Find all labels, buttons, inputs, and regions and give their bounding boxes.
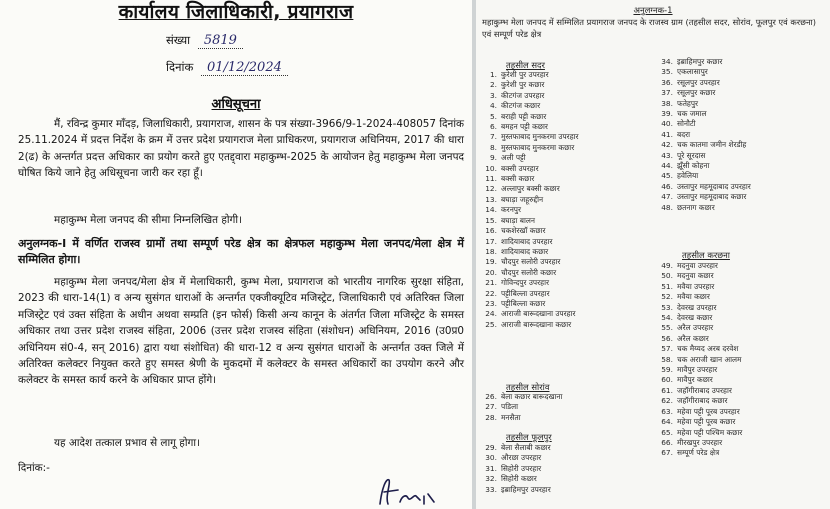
village-item <box>654 292 742 302</box>
village-item <box>654 203 751 213</box>
village-number: 8. <box>489 142 497 152</box>
village-name: महेवा पट्टी पश्चिम कछार <box>677 427 743 437</box>
village-name: सिहोरी कछार <box>501 474 537 484</box>
village-name: चकशेरखॉ कछार <box>501 226 546 236</box>
village-name: जहॉगीराबाद उपरहार <box>677 385 732 395</box>
tehsil-karchhana-heading: तहसील करछना <box>682 250 730 260</box>
paragraph-1: मैं, रविन्द्र कुमार माँदड़, जिलाधिकारी, प्रयागराज, शासन के पत्र संख्या-3966/9-1-2024-408057 दिनांक 25.11.2024 में प्रदत्त निर्देश के क्रम में उत्तर प्रदेश प्रयागराज मेला प्राधिकरण, प्रयागराज अधिनियम, 2017 की धारा 2(ढ) के अन्तर्गत प्रदत्त अधिकार का प्रयोग करते हुए एतद्द्वारा महाकुम्भ-2025 के आयोजन हेतु महाकुम्भ मेला जनपद घोषित किये जाने हेतु अधिसूचना जारी कर रहा हूँ। <box>18 118 464 180</box>
annexure-page <box>476 0 830 509</box>
village-item <box>478 278 579 288</box>
village-item <box>478 164 579 174</box>
village-item <box>654 57 751 67</box>
village-number: 49. <box>661 261 673 270</box>
date-label: दिनांक <box>166 60 194 74</box>
village-name: बदरा <box>677 129 691 139</box>
village-name: गोविन्दपुर उपरहार <box>501 278 550 288</box>
village-name: औरछा उपरहार <box>501 453 542 463</box>
village-item <box>654 171 751 181</box>
tehsil-soraon-heading: तहसील सोरांव <box>506 382 550 392</box>
village-item <box>478 402 562 412</box>
village-number: 34. <box>661 57 673 66</box>
village-name: पट्टीबिल्ला उपरहार <box>501 288 550 298</box>
village-name: उस्तापुर महमूदाबाद कछार <box>677 192 747 202</box>
village-item <box>654 375 742 385</box>
paragraph-4: महाकुम्भ मेला जनपद/मेला क्षेत्र में मेलाधिकारी, कुम्भ मेला, प्रयागराज को भारतीय नागरिक सुरक्षा संहिता, 2023 की धारा-14(1) व अन्य सुसंगत धाराओं के अन्तर्गत एक्जीक्यूटिव मजिस्ट्रेट, जिलाधिकारी एवं अतिरिक्त जिला मजिस्ट्रेट एवं उक्त संहिता के अधीन अथवा सम्प्रति (इन फोर्स) किसी अन्य कानून के अंतर्गत जिला मजिस्ट्रेट के समस्त अधिकार तथा उत्तर प्रदेश राजस्व संहिता, 2006 (उत्तर प्रदेश राजस्व संहिता (संशोधन) अधिनियम, 2016 (उ0प्र0 अधिनियम सं0-4, सन् 2016) द्वारा यथा संशोधित) की धारा-12 व अन्य सुसंगत धाराओं के अन्तर्गत उक्त जिले में अतिरिक्त कलेक्टर नियुक्त करते हुए समस्त श्रेणी के मुकदमों में कलेक्टर के समस्त अधिकारों का उपयोग करने और कलेक्टर के समस्त कार्य करने के अधिकार प्राप्त होंगे। <box>18 276 464 387</box>
village-item <box>478 226 579 236</box>
village-name: महेवा पट्टी पूरब उपरहार <box>677 406 740 416</box>
village-number: 67. <box>661 448 673 458</box>
village-item <box>478 392 562 402</box>
village-number: 10. <box>485 163 497 173</box>
village-number: 3. <box>489 90 497 100</box>
village-number: 21. <box>485 278 497 288</box>
village-number: 35. <box>661 67 673 77</box>
village-name: बेला कछार बारूदखाना <box>501 392 563 401</box>
village-item <box>654 109 751 119</box>
village-name: मावैपुर कछार <box>677 375 713 385</box>
village-number: 9. <box>489 153 497 163</box>
village-item <box>654 88 751 98</box>
village-name: छतनाग कछार <box>677 202 715 212</box>
number-line <box>166 33 243 49</box>
village-item <box>654 344 742 354</box>
village-number: 16. <box>485 226 497 236</box>
village-item <box>654 282 742 292</box>
village-item <box>478 80 579 90</box>
village-item <box>654 448 742 458</box>
village-item <box>654 271 742 281</box>
village-item <box>478 309 579 319</box>
village-item <box>654 386 742 396</box>
village-number: 59. <box>661 365 673 375</box>
village-number: 30. <box>485 453 497 463</box>
village-item <box>478 132 579 142</box>
village-number: 33. <box>485 484 497 494</box>
village-number: 48. <box>661 202 673 212</box>
village-item <box>654 261 742 271</box>
date-line <box>166 60 288 76</box>
village-item <box>654 428 742 438</box>
village-name: कीटगंज उपरहार <box>501 90 545 100</box>
village-number: 66. <box>661 437 673 447</box>
village-item <box>654 151 751 161</box>
village-item <box>478 474 551 484</box>
village-name: चक जमाल <box>677 109 707 119</box>
number-value: 5819 <box>198 33 243 49</box>
village-number: 52. <box>661 292 673 302</box>
village-item <box>478 195 579 205</box>
village-item <box>478 143 579 153</box>
village-item <box>478 237 579 247</box>
village-item <box>478 205 579 215</box>
village-item <box>654 355 742 365</box>
village-item <box>478 320 579 330</box>
village-item <box>654 161 751 171</box>
village-number: 55. <box>661 323 673 333</box>
village-name: सम्पूर्ण परेड क्षेत्र <box>677 448 720 458</box>
village-name: आराजी बारूदखाना कछार <box>501 319 572 329</box>
village-number: 20. <box>485 267 497 277</box>
village-item <box>478 257 579 267</box>
village-item <box>654 99 751 109</box>
village-item <box>478 413 562 423</box>
village-number: 14. <box>485 205 497 215</box>
village-name: रसूलपुर कछार <box>677 88 716 98</box>
village-number: 56. <box>661 333 673 343</box>
village-number: 25. <box>485 319 497 329</box>
village-item <box>478 112 579 122</box>
soraon-village-list <box>478 392 562 423</box>
village-item <box>654 313 742 323</box>
village-number: 36. <box>661 77 673 87</box>
village-number: 7. <box>489 132 497 142</box>
village-name: इब्राहिमपुर उपरहार <box>501 484 551 494</box>
village-number: 61. <box>661 385 673 395</box>
village-name: मदनुवा कछार <box>677 271 714 281</box>
annex-header: अनुलग्नक-1 <box>633 6 673 16</box>
village-name: देवरख कछार <box>677 313 713 323</box>
village-name: पट्टीबिल्ला कछार <box>501 298 546 308</box>
village-name: मनसैता <box>501 412 521 422</box>
village-number: 43. <box>661 150 673 160</box>
village-number: 46. <box>661 181 673 191</box>
village-number: 42. <box>661 140 673 150</box>
village-item <box>654 130 751 140</box>
village-number: 32. <box>485 474 497 484</box>
village-number: 64. <box>661 417 673 427</box>
village-item <box>478 122 579 132</box>
village-number: 38. <box>661 98 673 108</box>
date-value: 01/12/2024 <box>201 60 288 76</box>
village-name: अरैल उपरहार <box>677 323 714 333</box>
village-name: बघाड़ा जहूरुद्दीन <box>501 194 544 204</box>
village-name: चौदपुर सलोरी उपरहार <box>501 257 561 267</box>
village-name: चौदपुर सलोरी कछार <box>501 267 557 277</box>
village-name: मुस्तफाबाद मुनकरमा उपरहार <box>501 132 579 142</box>
village-item <box>654 365 742 375</box>
village-item <box>654 192 751 202</box>
village-item <box>478 443 551 453</box>
village-number: 17. <box>485 236 497 246</box>
village-item <box>654 396 742 406</box>
paragraph-6: दिनांक:- <box>18 462 50 474</box>
village-item <box>478 91 579 101</box>
village-number: 44. <box>661 161 673 171</box>
village-name: शादियाबाद कछार <box>501 246 549 256</box>
office-title: कार्यालय जिलाधिकारी, प्रयागराज <box>118 1 354 23</box>
paragraph-3: अनुलग्नक-I में वर्णित राजस्व ग्रामों तथा सम्पूर्ण परेड क्षेत्र का क्षेत्रफल महाकुम्भ मेला जनपद/मेला क्षेत्र में सम्मिलित होगा। <box>18 237 464 267</box>
village-number: 47. <box>661 192 673 202</box>
village-name: सोनौटी <box>677 119 696 129</box>
village-name: उस्तापुर महमूदाबाद उपरहार <box>677 181 751 191</box>
village-number: 15. <box>485 215 497 225</box>
village-item <box>478 464 551 474</box>
village-name: देवरख उपरहार <box>677 302 717 312</box>
village-name: आराजी बारूदखाना उपरहार <box>501 309 576 319</box>
village-name: पूरे सूरदास <box>677 150 706 160</box>
village-name: मवैया उपरहार <box>677 281 715 291</box>
notice-title: अधिसूचना <box>211 97 261 112</box>
village-name: झूँसी कोहना <box>677 161 710 171</box>
village-number: 6. <box>489 122 497 132</box>
village-name: कीटगंज कछार <box>501 101 541 111</box>
village-name: शादियाबाद उपरहार <box>501 236 553 246</box>
village-item <box>478 216 579 226</box>
village-number: 18. <box>485 246 497 256</box>
village-number: 63. <box>661 406 673 416</box>
village-number: 1. <box>489 70 497 79</box>
village-name: चक कातमा जमीन शेरडीह <box>677 140 747 150</box>
village-number: 2. <box>489 80 497 90</box>
village-name: महेवा पट्टी पूरब कछार <box>677 417 736 427</box>
annex-description: महाकुम्भ मेला जनपद में सम्मिलित प्रयागराज जनपद के राजस्व ग्राम (तहसील सदर, सोरांव, फूलपुर एवं करछना) एवं सम्पूर्ण परेड क्षेत्र <box>482 17 816 39</box>
village-name: करनपुर <box>501 205 522 215</box>
village-name: कुरेशी पुर उपरहार <box>501 70 549 79</box>
village-name: मदनुवा उपरहार <box>677 261 718 270</box>
village-item <box>478 247 579 257</box>
village-name: इब्राहिमपुर कछार <box>677 57 723 66</box>
village-name: बक्सी कछार <box>501 174 535 184</box>
village-number: 58. <box>661 354 673 364</box>
village-number: 45. <box>661 171 673 181</box>
village-number: 13. <box>485 194 497 204</box>
village-name: सिहोरी उपरहार <box>501 463 542 473</box>
village-number: 60. <box>661 375 673 385</box>
village-number: 5. <box>489 111 497 121</box>
village-number: 62. <box>661 396 673 406</box>
village-number: 27. <box>485 402 497 412</box>
village-name: मुस्तफाबाद मुनकरमा कछार <box>501 142 575 152</box>
village-name: मावैपुर उपरहार <box>677 365 718 375</box>
village-number: 54. <box>661 313 673 323</box>
village-number: 29. <box>485 443 497 452</box>
village-item <box>654 303 742 313</box>
village-number: 50. <box>661 271 673 281</box>
village-name: बेला सैलाबी कछार <box>501 443 551 452</box>
karchhana-village-list <box>654 261 742 459</box>
phulpur-village-list <box>478 443 551 495</box>
village-item <box>654 182 751 192</box>
village-item <box>478 485 551 495</box>
village-name: चक अराजी खान आलम <box>677 354 742 364</box>
village-item <box>478 289 579 299</box>
village-number: 4. <box>489 101 497 111</box>
village-item <box>654 417 742 427</box>
village-number: 39. <box>661 109 673 119</box>
village-name: अरैल कछार <box>677 333 709 343</box>
village-number: 11. <box>485 174 497 184</box>
village-item <box>654 334 742 344</box>
village-item <box>478 268 579 278</box>
village-number: 28. <box>485 412 497 422</box>
village-number: 24. <box>485 309 497 319</box>
village-name: पडिला <box>501 402 518 412</box>
village-number: 65. <box>661 427 673 437</box>
village-name: चक मैय्यद अरब दरवेश <box>677 344 739 354</box>
village-number: 53. <box>661 302 673 312</box>
village-number: 23. <box>485 298 497 308</box>
village-name: बमहन पट्टी कछार <box>501 122 548 132</box>
village-number: 19. <box>485 257 497 267</box>
village-name: बक्सी उपरहार <box>501 163 539 173</box>
village-name: अली पट्टी <box>501 153 526 163</box>
village-name: रसूलपुर उपरहार <box>677 77 720 87</box>
village-item <box>478 101 579 111</box>
village-name: हवेलिया <box>677 171 699 181</box>
village-item <box>478 184 579 194</box>
village-item <box>654 140 751 150</box>
village-item <box>654 67 751 77</box>
village-number: 12. <box>485 184 497 194</box>
tehsil-phulpur-heading: तहसील फूलपुर <box>506 432 552 442</box>
village-number: 22. <box>485 288 497 298</box>
village-name: बघाड़ा बालन <box>501 215 535 225</box>
village-item <box>478 299 579 309</box>
paragraph-5: यह आदेश तत्काल प्रभाव से लागू होगा। <box>54 437 200 449</box>
village-number: 41. <box>661 129 673 139</box>
village-number: 40. <box>661 119 673 129</box>
village-number: 31. <box>485 463 497 473</box>
village-item <box>654 119 751 129</box>
village-name: फतेहपुर <box>677 98 699 108</box>
village-name: मीरखपुर उपरहार <box>677 437 723 447</box>
village-number: 57. <box>661 344 673 354</box>
tehsil-sadar-heading: तहसील सदर <box>506 60 545 70</box>
village-item <box>654 323 742 333</box>
village-item <box>478 153 579 163</box>
signature <box>372 474 442 508</box>
village-item <box>478 174 579 184</box>
village-name: मवैया कछार <box>677 292 710 302</box>
village-name: कुरेशी पुर कछार <box>501 80 545 90</box>
village-item <box>654 407 742 417</box>
village-number: 26. <box>485 392 497 401</box>
village-item <box>478 70 579 80</box>
village-name: एकलासापुर <box>677 67 708 77</box>
village-name: अल्लापुर बक्सी कछार <box>501 184 560 194</box>
village-number: 51. <box>661 281 673 291</box>
phulpur-village-list-continued <box>654 57 751 213</box>
number-label: संख्या <box>166 33 191 47</box>
paragraph-2: महाकुम्भ मेला जनपद की सीमा निम्नलिखित होगी। <box>54 214 243 226</box>
village-item <box>478 453 551 463</box>
village-item <box>654 438 742 448</box>
sadar-village-list <box>478 70 579 330</box>
village-name: बराही पट्टी कछार <box>501 111 547 121</box>
village-number: 37. <box>661 88 673 98</box>
village-name: जहॉगीराबाद कछार <box>677 396 728 406</box>
village-item <box>654 78 751 88</box>
